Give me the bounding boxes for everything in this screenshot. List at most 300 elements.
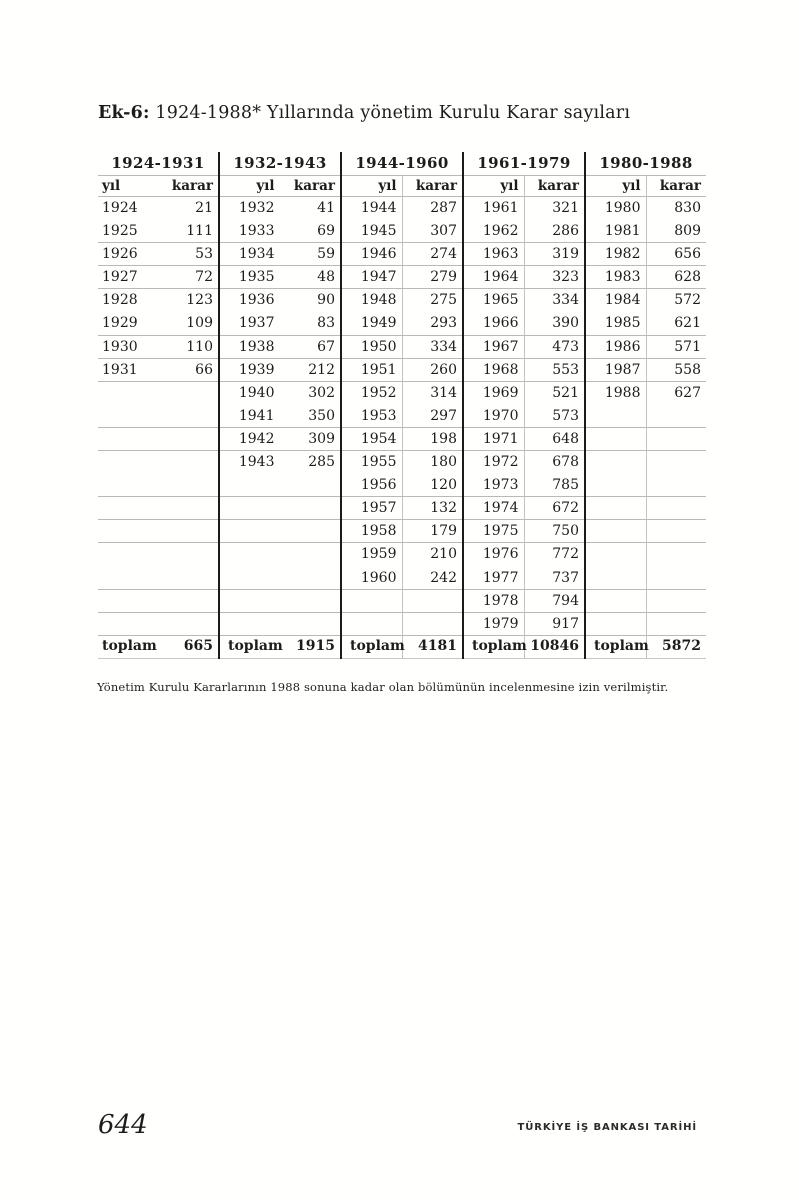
decision-count-cell: 123: [186, 292, 213, 309]
year-column-header: yıl: [256, 178, 275, 194]
decision-count-cell: [161, 405, 219, 427]
column-header-row: [98, 176, 218, 197]
decision-count-table: [98, 152, 706, 659]
decision-count-cell: [647, 543, 707, 565]
data-rows: [586, 197, 706, 636]
year-cell: [98, 497, 161, 519]
table-row: [220, 428, 340, 451]
decision-count-cell: [161, 428, 219, 450]
decisions-column-header: karar: [171, 178, 213, 194]
table-row: [586, 474, 706, 497]
year-cell: [98, 520, 161, 542]
table-row: [98, 382, 218, 405]
decision-count-cell: [647, 590, 707, 612]
decision-count-cell: 334: [552, 292, 579, 309]
year-cell: 1972: [482, 454, 519, 471]
decision-count-cell: 242: [430, 569, 457, 586]
year-cell: [98, 567, 161, 589]
year-cell: 1952: [360, 384, 397, 401]
year-cell: [586, 543, 647, 565]
year-cell: 1977: [482, 569, 519, 586]
year-cell: 1928: [102, 292, 138, 309]
year-cell: [220, 590, 281, 612]
year-cell: 1986: [604, 338, 641, 355]
decision-count-cell: [161, 474, 219, 496]
table-row: [220, 266, 340, 289]
table-row: [342, 312, 462, 335]
table-row: [586, 428, 706, 451]
year-cell: [586, 590, 647, 612]
table-row: [464, 312, 584, 335]
decision-count-cell: [161, 590, 219, 612]
decision-count-cell: 323: [552, 269, 579, 286]
decision-count-cell: [647, 520, 707, 542]
table-row: [220, 336, 340, 359]
table-row: [220, 197, 340, 220]
year-cell: [586, 405, 647, 427]
decision-count-cell: 307: [430, 223, 457, 240]
table-row: [586, 497, 706, 520]
decision-count-cell: [647, 405, 707, 427]
table-row: [220, 243, 340, 266]
decision-count-cell: 109: [186, 315, 213, 332]
table-year-group: [586, 152, 706, 659]
decision-count-cell: 772: [552, 546, 579, 563]
table-row: [220, 359, 340, 382]
total-value: 1915: [296, 637, 335, 654]
decision-count-cell: 66: [195, 361, 213, 378]
table-row: [98, 474, 218, 497]
decision-count-cell: 90: [317, 292, 335, 309]
table-row: [220, 474, 340, 497]
data-rows: [220, 197, 340, 636]
table-row: [464, 243, 584, 266]
table-row: [98, 336, 218, 359]
year-cell: 1974: [482, 500, 519, 517]
table-row: [586, 520, 706, 543]
group-range-header: 1924-1931: [98, 152, 218, 176]
table-row: [98, 289, 218, 312]
year-cell: 1934: [238, 246, 275, 263]
decision-count-cell: [281, 474, 341, 496]
year-cell: 1982: [604, 246, 641, 263]
decision-count-cell: 521: [552, 384, 579, 401]
title-text: 1924-1988* Yıllarında yönetim Kurulu Karar sayıları: [155, 103, 631, 123]
table-row: [98, 220, 218, 243]
year-cell: 1924: [102, 200, 138, 216]
decision-count-cell: 785: [552, 477, 579, 494]
table-row: [342, 220, 462, 243]
table-row: [342, 289, 462, 312]
total-row: [342, 636, 462, 659]
decision-count-cell: [647, 474, 707, 496]
decision-count-cell: 334: [430, 338, 457, 355]
decision-count-cell: 72: [195, 269, 213, 286]
table-row: [586, 266, 706, 289]
year-cell: 1941: [238, 407, 275, 424]
table-row: [464, 289, 584, 312]
year-cell: 1967: [482, 338, 519, 355]
year-cell: 1960: [360, 569, 397, 586]
table-row: [98, 451, 218, 474]
table-row: [464, 451, 584, 474]
year-cell: 1958: [360, 523, 397, 540]
decision-count-cell: 287: [430, 200, 457, 216]
column-header-row: [220, 176, 340, 197]
table-row: [98, 497, 218, 520]
year-cell: [586, 474, 647, 496]
year-cell: 1945: [360, 223, 397, 240]
year-cell: 1964: [482, 269, 519, 286]
year-cell: 1987: [604, 361, 641, 378]
footnote: Yönetim Kurulu Kararlarının 1988 sonuna kadar olan bölümünün incelenmesine izin verilmiştir.: [97, 680, 669, 694]
table-row: [464, 359, 584, 382]
decision-count-cell: 293: [430, 315, 457, 332]
year-cell: 1927: [102, 269, 138, 286]
table-row: [464, 220, 584, 243]
table-row: [464, 497, 584, 520]
table-row: [464, 428, 584, 451]
decision-count-cell: 553: [552, 361, 579, 378]
table-row: [98, 266, 218, 289]
decision-count-cell: 275: [430, 292, 457, 309]
total-label: toplam: [594, 637, 649, 654]
table-row: [220, 405, 340, 428]
total-value: 4181: [418, 637, 457, 654]
decision-count-cell: 198: [430, 430, 457, 447]
year-cell: 1975: [482, 523, 519, 540]
decision-count-cell: [647, 451, 707, 473]
year-column-header: yıl: [622, 178, 641, 194]
table-row: [586, 451, 706, 474]
column-header-row: [586, 176, 706, 197]
decision-count-cell: [161, 543, 219, 565]
decision-count-cell: 737: [552, 569, 579, 586]
year-column-header: yıl: [102, 178, 121, 194]
decision-count-cell: 212: [308, 361, 335, 378]
year-cell: [220, 567, 281, 589]
decision-count-cell: 390: [552, 315, 579, 332]
year-cell: 1940: [238, 384, 275, 401]
table-row: [586, 359, 706, 382]
table-row: [464, 590, 584, 613]
total-label: toplam: [472, 637, 527, 654]
decision-count-cell: [161, 520, 219, 542]
table-row: [98, 197, 218, 220]
decision-count-cell: 285: [308, 454, 335, 471]
year-cell: 1943: [238, 454, 275, 471]
data-rows: [464, 197, 584, 636]
group-range-header: 1932-1943: [220, 152, 340, 176]
year-cell: [586, 613, 647, 635]
decision-count-cell: 627: [674, 384, 701, 401]
table-row: [342, 405, 462, 428]
decisions-column-header: karar: [415, 178, 457, 194]
year-cell: 1980: [604, 200, 641, 216]
total-label: toplam: [102, 637, 157, 654]
table-row: [464, 474, 584, 497]
page-title: [98, 103, 630, 123]
decision-count-cell: [281, 520, 341, 542]
year-cell: [220, 613, 281, 635]
decision-count-cell: 309: [308, 430, 335, 447]
table-row: [220, 382, 340, 405]
decisions-column-header: karar: [659, 178, 701, 194]
decision-count-cell: 67: [317, 338, 335, 355]
table-row: [220, 497, 340, 520]
decision-count-cell: [403, 590, 463, 612]
total-label: toplam: [350, 637, 405, 654]
table-row: [220, 590, 340, 613]
decision-count-cell: 321: [552, 200, 579, 216]
decision-count-cell: [161, 613, 219, 635]
year-cell: [98, 613, 161, 635]
year-cell: [342, 590, 403, 612]
decision-count-cell: 286: [552, 223, 579, 240]
group-body: [586, 176, 706, 659]
year-cell: 1983: [604, 269, 641, 286]
table-row: [98, 613, 218, 636]
table-row: [98, 312, 218, 335]
table-row: [98, 567, 218, 590]
year-cell: 1955: [360, 454, 397, 471]
year-cell: 1978: [482, 592, 519, 609]
table-row: [98, 520, 218, 543]
table-row: [342, 497, 462, 520]
decision-count-cell: 830: [674, 200, 701, 216]
decision-count-cell: 302: [308, 384, 335, 401]
year-cell: [220, 474, 281, 496]
year-cell: [98, 405, 161, 427]
year-cell: 1937: [238, 315, 275, 332]
data-rows: [342, 197, 462, 636]
decisions-column-header: karar: [293, 178, 335, 194]
table-row: [464, 197, 584, 220]
total-row: [220, 636, 340, 659]
decision-count-cell: 794: [552, 592, 579, 609]
table-row: [586, 613, 706, 636]
decision-count-cell: 319: [552, 246, 579, 263]
title-label: Ek-6:: [98, 103, 150, 123]
year-cell: 1981: [604, 223, 641, 240]
year-cell: 1939: [238, 361, 275, 378]
year-cell: [586, 428, 647, 450]
year-cell: [586, 567, 647, 589]
table-row: [464, 567, 584, 590]
year-cell: 1930: [102, 338, 138, 355]
decision-count-cell: [281, 497, 341, 519]
decision-count-cell: [647, 428, 707, 450]
decision-count-cell: [281, 543, 341, 565]
decision-count-cell: 110: [186, 338, 213, 355]
year-cell: 1953: [360, 407, 397, 424]
table-row: [464, 336, 584, 359]
year-cell: [586, 497, 647, 519]
year-cell: 1956: [360, 477, 397, 494]
total-row: [98, 636, 218, 659]
decision-count-cell: 314: [430, 384, 457, 401]
year-cell: 1929: [102, 315, 138, 332]
total-value: 10846: [530, 637, 579, 654]
year-cell: 1951: [360, 361, 397, 378]
year-cell: 1935: [238, 269, 275, 286]
decision-count-cell: 69: [317, 223, 335, 240]
year-cell: 1963: [482, 246, 519, 263]
year-cell: 1942: [238, 430, 275, 447]
table-row: [342, 428, 462, 451]
decision-count-cell: 41: [317, 200, 335, 216]
table-row: [342, 197, 462, 220]
decision-count-cell: 473: [552, 338, 579, 355]
year-cell: 1949: [360, 315, 397, 332]
year-cell: [586, 520, 647, 542]
decision-count-cell: 48: [317, 269, 335, 286]
table-row: [98, 428, 218, 451]
year-cell: [98, 474, 161, 496]
table-row: [342, 451, 462, 474]
decision-count-cell: 656: [674, 246, 701, 263]
year-cell: 1965: [482, 292, 519, 309]
decision-count-cell: [647, 567, 707, 589]
year-cell: 1985: [604, 315, 641, 332]
data-rows: [98, 197, 218, 636]
table-row: [220, 543, 340, 566]
running-title: TÜRKİYE İŞ BANKASI TARİHİ: [517, 1122, 697, 1133]
group-range-header: 1944-1960: [342, 152, 462, 176]
year-cell: 1971: [482, 430, 519, 447]
year-cell: 1976: [482, 546, 519, 563]
table-row: [98, 359, 218, 382]
table-row: [342, 266, 462, 289]
decision-count-cell: [161, 567, 219, 589]
year-cell: [220, 520, 281, 542]
table-row: [586, 382, 706, 405]
decision-count-cell: [647, 497, 707, 519]
table-year-group: [220, 152, 342, 659]
decision-count-cell: 132: [430, 500, 457, 517]
table-row: [464, 543, 584, 566]
year-column-header: yıl: [500, 178, 519, 194]
year-cell: 1936: [238, 292, 275, 309]
decision-count-cell: 678: [552, 454, 579, 471]
decision-count-cell: [281, 613, 341, 635]
year-cell: 1950: [360, 338, 397, 355]
table-row: [464, 405, 584, 428]
year-cell: [220, 543, 281, 565]
table-row: [342, 382, 462, 405]
table-row: [342, 243, 462, 266]
total-value: 5872: [662, 637, 701, 654]
table-row: [586, 336, 706, 359]
table-row: [464, 613, 584, 636]
table-row: [464, 266, 584, 289]
table-row: [342, 359, 462, 382]
year-cell: 1925: [102, 223, 138, 240]
table-row: [586, 567, 706, 590]
year-cell: 1979: [482, 615, 519, 632]
year-cell: 1968: [482, 361, 519, 378]
table-row: [586, 405, 706, 428]
table-row: [464, 520, 584, 543]
table-row: [220, 451, 340, 474]
year-cell: 1957: [360, 500, 397, 517]
decision-count-cell: 274: [430, 246, 457, 263]
decision-count-cell: 59: [317, 246, 335, 263]
table-row: [220, 567, 340, 590]
table-row: [98, 405, 218, 428]
decision-count-cell: 621: [674, 315, 701, 332]
decision-count-cell: [161, 382, 219, 404]
table-row: [342, 567, 462, 590]
year-cell: [586, 451, 647, 473]
year-cell: 1954: [360, 430, 397, 447]
year-column-header: yıl: [378, 178, 397, 194]
year-cell: 1931: [102, 361, 138, 378]
decision-count-cell: 179: [430, 523, 457, 540]
table-row: [342, 613, 462, 636]
table-row: [586, 220, 706, 243]
year-cell: [98, 451, 161, 473]
decision-count-cell: 53: [195, 246, 213, 263]
decision-count-cell: 672: [552, 500, 579, 517]
year-cell: 1959: [360, 546, 397, 563]
table-row: [586, 197, 706, 220]
table-row: [342, 590, 462, 613]
year-cell: 1946: [360, 246, 397, 263]
table-row: [98, 243, 218, 266]
table-row: [342, 474, 462, 497]
total-row: [464, 636, 584, 659]
decision-count-cell: [161, 497, 219, 519]
decision-count-cell: 558: [674, 361, 701, 378]
table-row: [586, 243, 706, 266]
table-row: [586, 289, 706, 312]
decision-count-cell: 111: [186, 223, 213, 240]
group-body: [464, 176, 584, 659]
table-row: [586, 590, 706, 613]
decision-count-cell: [161, 451, 219, 473]
year-cell: 1926: [102, 246, 138, 263]
total-value: 665: [183, 637, 213, 654]
table-row: [98, 590, 218, 613]
table-row: [220, 613, 340, 636]
decision-count-cell: 260: [430, 361, 457, 378]
decision-count-cell: 180: [430, 454, 457, 471]
decision-count-cell: 572: [674, 292, 701, 309]
table-row: [342, 520, 462, 543]
group-body: [342, 176, 462, 659]
group-body: [220, 176, 340, 659]
year-cell: [98, 590, 161, 612]
decision-count-cell: [403, 613, 463, 635]
year-cell: 1944: [360, 200, 397, 216]
table-row: [464, 382, 584, 405]
group-body: [98, 176, 218, 659]
table-row: [342, 336, 462, 359]
group-range-header: 1980-1988: [586, 152, 706, 176]
year-cell: 1966: [482, 315, 519, 332]
page-number: 644: [98, 1110, 148, 1140]
decisions-column-header: karar: [537, 178, 579, 194]
year-cell: [98, 543, 161, 565]
decision-count-cell: [647, 613, 707, 635]
year-cell: 1938: [238, 338, 275, 355]
year-cell: [98, 428, 161, 450]
column-header-row: [342, 176, 462, 197]
year-cell: [342, 613, 403, 635]
table-year-group: [342, 152, 464, 659]
year-cell: 1948: [360, 292, 397, 309]
